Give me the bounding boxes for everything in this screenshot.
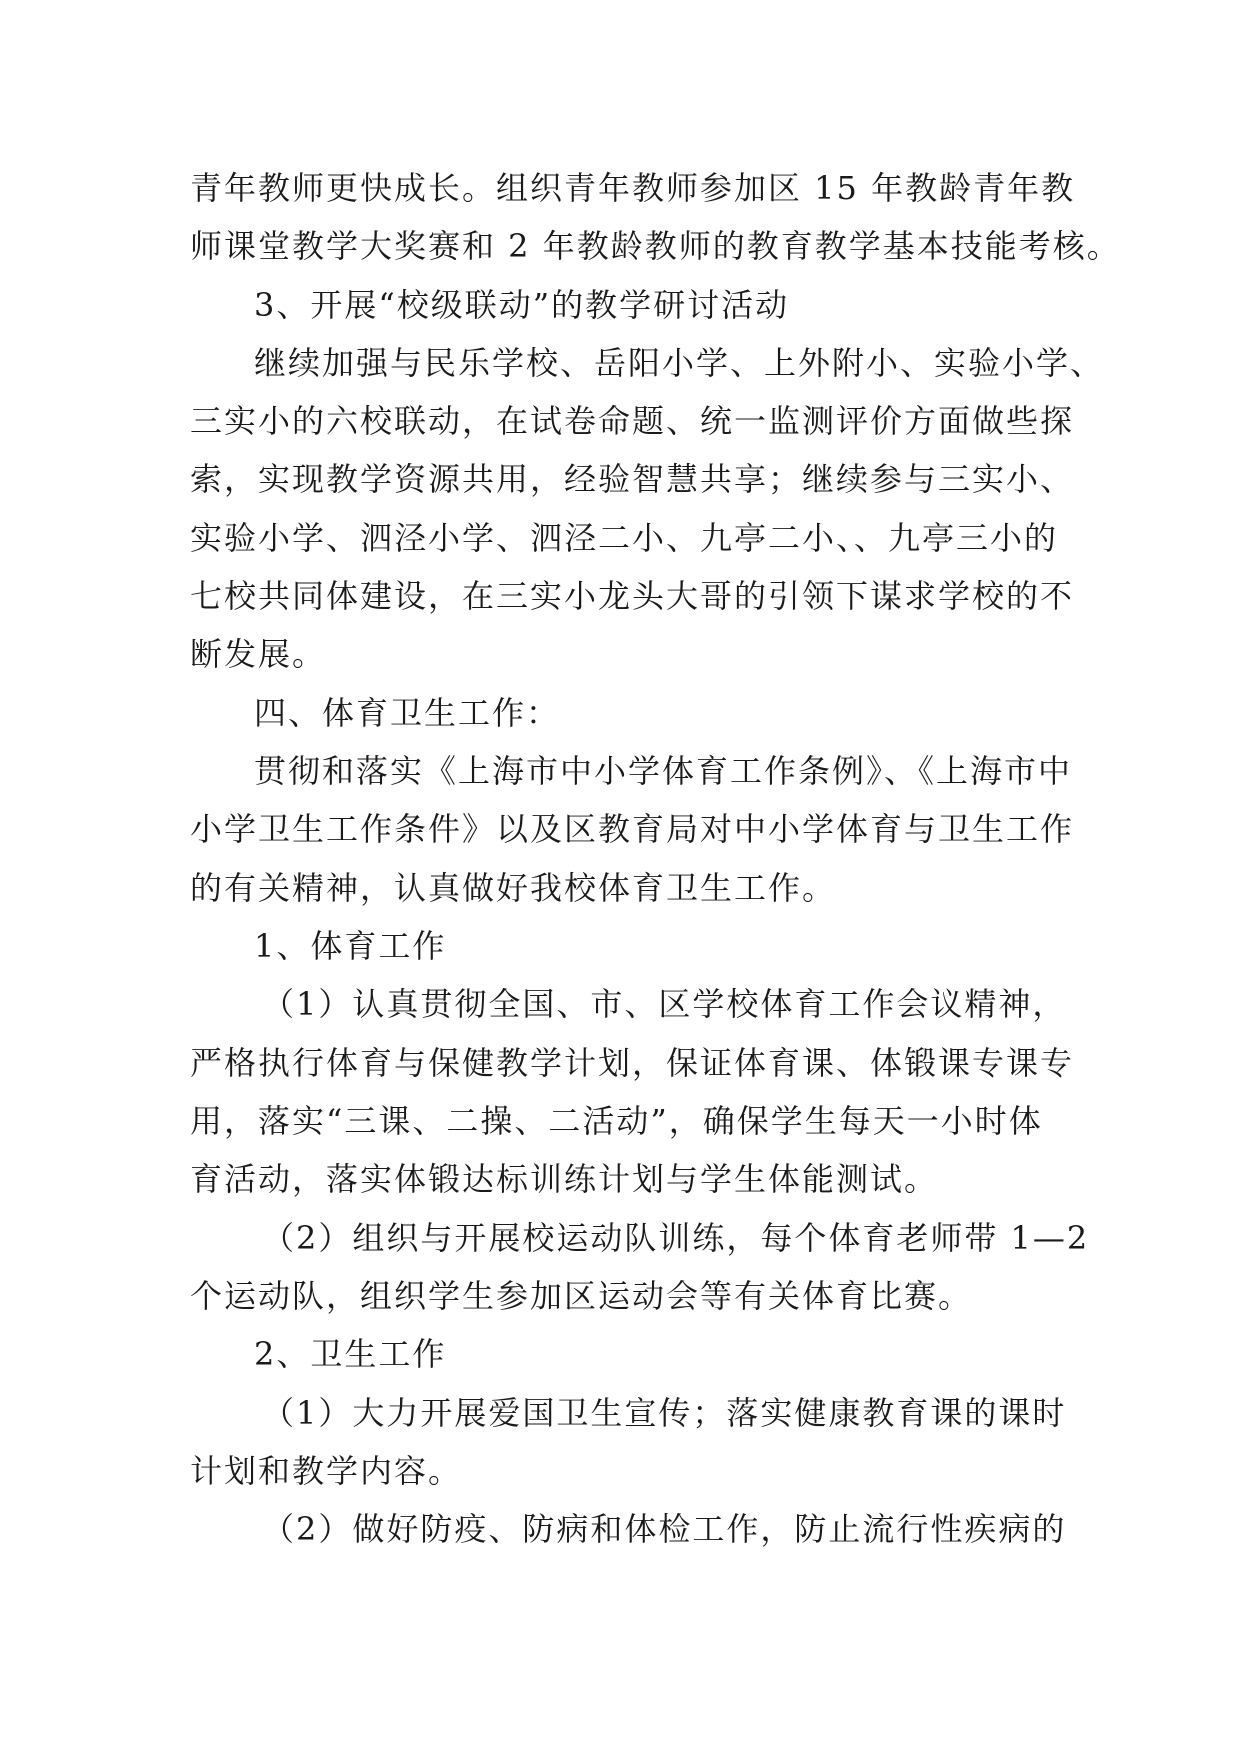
body-line: 贯彻和落实《上海市中小学体育工作条例》、《上海市中 [254,752,1073,790]
body-line: 用，落实“三课、二操、二活动”，确保学生每天一小时体 [190,1102,1043,1140]
body-line: 严格执行体育与保健教学计划，保证体育课、体锻课专课专 [190,1044,1075,1082]
body-line: 师课堂教学大奖赛和 2 年教龄教师的教育教学基本技能考核。 [190,227,1121,265]
body-line: 索，实现教学资源共用，经验智慧共享；继续参与三实小、 [190,460,1075,498]
body-line: 继续加强与民乐学校、岳阳小学、上外附小、实验小学、 [254,344,1105,382]
section-heading: 四、体育卫生工作： [254,694,561,732]
body-line: 个运动队，组织学生参加区运动会等有关体育比赛。 [190,1277,973,1315]
section-heading: 1、体育工作 [254,927,447,965]
body-line: 七校共同体建设，在三实小龙头大哥的引领下谋求学校的不 [190,577,1075,615]
body-line: 三实小的六校联动，在试卷命题、统一监测评价方面做些探 [190,402,1075,440]
body-line: 计划和教学内容。 [190,1452,463,1490]
body-line: 小学卫生工作条件》以及区教育局对中小学体育与卫生工作 [190,810,1075,848]
section-heading: 2、卫生工作 [254,1335,447,1373]
body-line: （2）做好防疫、防病和体检工作，防止流行性疾病的 [262,1510,1067,1548]
body-line: 青年教师更快成长。组织青年教师参加区 15 年教龄青年教 [190,169,1076,207]
body-line: （1）大力开展爱国卫生宣传；落实健康教育课的课时 [262,1394,1067,1432]
body-line: 育活动，落实体锻达标训练计划与学生体能测试。 [190,1160,939,1198]
body-line: 实验小学、泗泾小学、泗泾二小、九亭二小、、九亭三小的 [190,519,1059,557]
section-heading: 3、开展“校级联动”的教学研讨活动 [254,286,790,324]
body-line: 断发展。 [190,635,327,673]
body-line: （1）认真贯彻全国、市、区学校体育工作会议精神， [262,985,1067,1023]
body-line: 的有关精神，认真做好我校体育卫生工作。 [190,869,837,907]
body-line: （2）组织与开展校运动队训练，每个体育老师带 1—2 [262,1219,1090,1257]
